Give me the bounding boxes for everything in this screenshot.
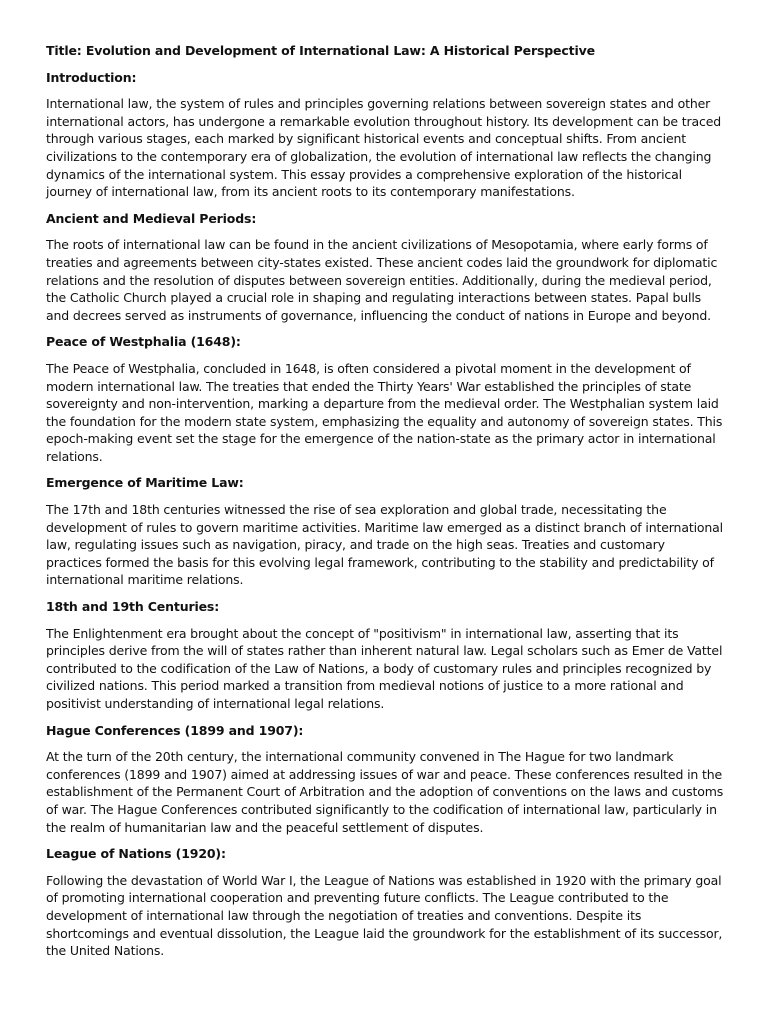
section-body-ancient-medieval: The roots of international law can be found in the ancient civilizations of Mesopotamia, where early forms of treaties and agreements between city-states existed. These ancient codes laid the groundwork for diplomatic relations and the resolution of disputes between sovereign entities. Additionally, during the medieval period, the Catholic Church played a crucial role in shaping and regulating interactions between states. Papal bulls and decrees served as instruments of governance, influencing the conduct of nations in Europe and beyond.	[46, 237, 718, 323]
section-heading-18th-19th-centuries: 18th and 19th Centuries:	[46, 599, 220, 615]
section-heading-league-of-nations: League of Nations (1920):	[46, 846, 226, 862]
document-page	[46, 42, 724, 969]
section-heading-westphalia: Peace of Westphalia (1648):	[46, 334, 241, 350]
section-body-introduction: International law, the system of rules and principles governing relations between sovereign states and other international actors, has undergone a remarkable evolution throughout history. Its development can be traced through various stages, each marked by significant historical events and conceptual shifts. From ancient civilizations to the contemporary era of globalization, the evolution of international law reflects the changing dynamics of the international system. This essay provides a comprehensive exploration of the historical journey of international law, from its ancient roots to its contemporary manifestations.	[46, 96, 722, 200]
document-title: Title: Evolution and Development of International Law: A Historical Perspective	[46, 43, 595, 58]
section-heading-maritime-law: Emergence of Maritime Law:	[46, 475, 244, 491]
section-heading-introduction: Introduction:	[46, 69, 137, 85]
section-heading-ancient-medieval: Ancient and Medieval Periods:	[46, 210, 257, 226]
section-body-18th-19th-centuries: The Enlightenment era brought about the concept of "positivism" in international law, asserting that its principles derive from the will of states rather than inherent natural law. Legal scholars such as Emer de Vattel contributed to the codification of the Law of Nations, a body of customary rules and principles recognized by civilized nations. This period marked a transition from medieval notions of justice to a more rational and positivist understanding of international legal relations.	[46, 625, 723, 711]
section-body-maritime-law: The 17th and 18th centuries witnessed the rise of sea exploration and global trade, necessitating the development of rules to govern maritime activities. Maritime law emerged as a distinct branch of international law, regulating issues such as navigation, piracy, and trade on the high seas. Treaties and customary practices formed the basis for this evolving legal framework, contributing to the stability and predictability of international maritime relations.	[46, 502, 724, 588]
section-body-hague-conferences: At the turn of the 20th century, the international community convened in The Hague for two landmark conferences (1899 and 1907) aimed at addressing issues of war and peace. These conferences resulted in the establishment of the Permanent Court of Arbitration and the adoption of conventions on the laws and customs of war. The Hague Conferences contributed significantly to the codification of international law, particularly in the realm of humanitarian law and the peaceful settlement of disputes.	[46, 749, 724, 835]
section-body-westphalia: The Peace of Westphalia, concluded in 1648, is often considered a pivotal moment in the development of modern international law. The treaties that ended the Thirty Years' War established the principles of state sovereignty and non-intervention, marking a departure from the medieval order. The Westphalian system laid the foundation for the modern state system, emphasizing the equality and autonomy of sovereign states. This epoch-making event set the stage for the emergence of the nation-state as the primary actor in international relations.	[46, 360, 723, 464]
section-body-league-of-nations: Following the devastation of World War I, the League of Nations was established in 1920 with the primary goal of promoting international cooperation and preventing future conflicts. The League contributed to the development of international law through the negotiation of treaties and conventions. Despite its shortcomings and eventual dissolution, the League laid the groundwork for the establishment of its successor, the United Nations.	[46, 872, 723, 959]
section-heading-hague-conferences: Hague Conferences (1899 and 1907):	[46, 722, 304, 738]
